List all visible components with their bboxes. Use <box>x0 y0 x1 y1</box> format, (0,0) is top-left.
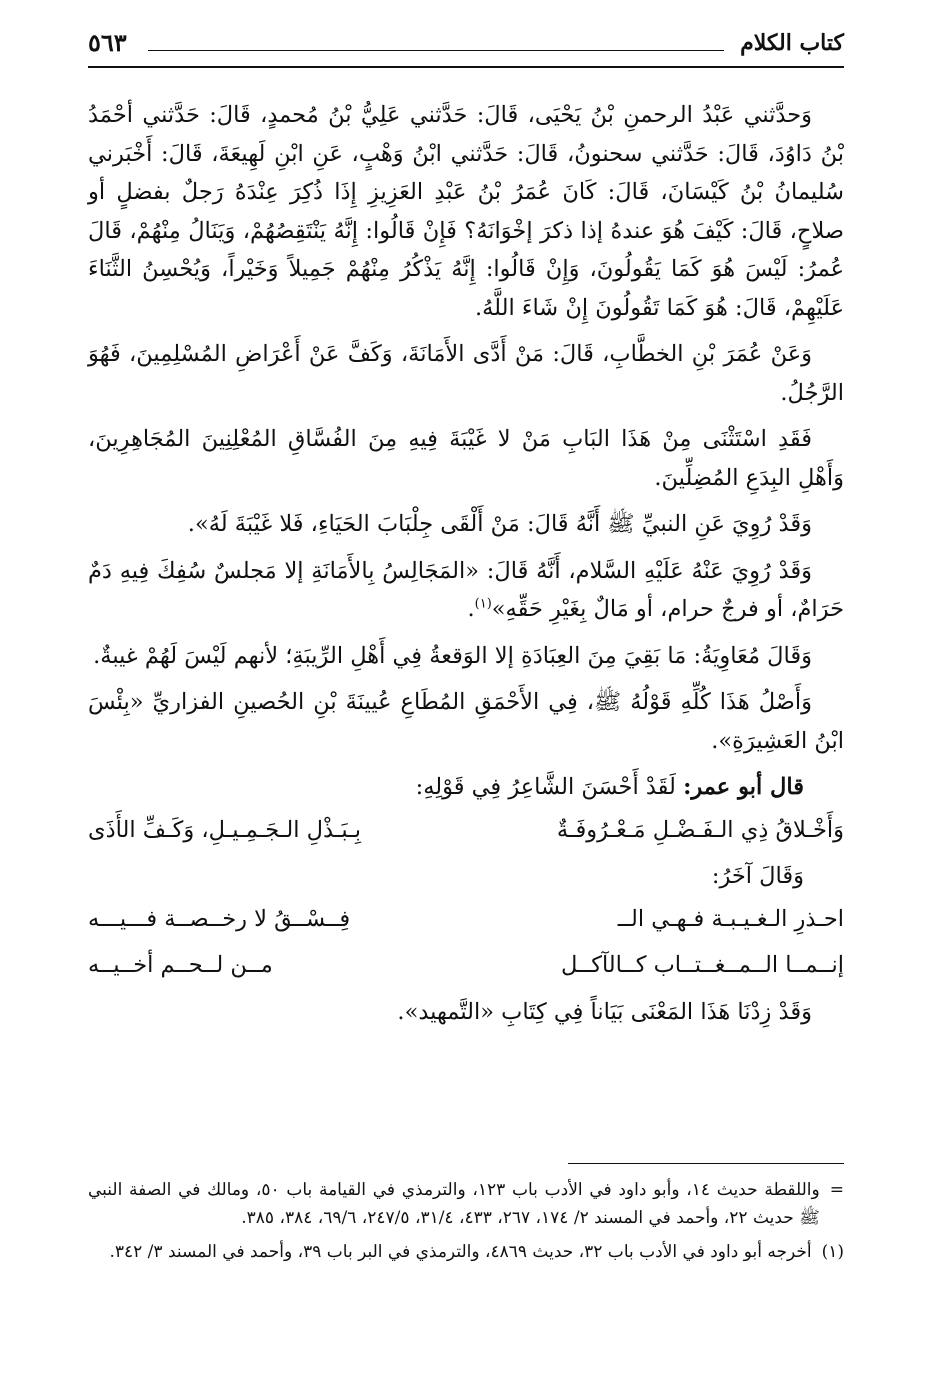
paragraph-umar <box>88 335 844 412</box>
verse-line <box>88 946 844 985</box>
paragraph-text: وَأَصْلُ هَذَا كُلِّهِ قَوْلُهُ ﷺ، فِي الأَحْمَقِ المُطَاعِ عُيينَةَ بْنِ الحُصينِ الفزاريِّ «بِئْسَ ابْنُ العَشِيرَةِ». <box>88 689 844 754</box>
footnote-text: واللقطة حديث ١٤، وأبو داود في الأدب باب ١٢٣، والترمذي في القيامة باب ٥٠، ومالك في الصفة النبي ﷺ حديث ٢٢، وأحمد في المسند ٢/ ١٧٤، ٢٦٧، ٤٣٣، ٣١/٤، ٢٤٧/٥، ٦٩/٦، ٣٨٤، ٣٨٥. <box>88 1180 820 1228</box>
page-number: ٥٦٣ <box>88 28 127 57</box>
main-text <box>88 96 844 1039</box>
verse-first-half: احـذرِ الـغـيـبـة فـهـي الــ <box>617 905 844 932</box>
paragraph-closing: وَقَدْ زِدْنَا هَذَا المَعْنَى بَيَاناً فِي كِتَابِ «التَّمهيد». <box>397 998 812 1025</box>
paragraph-text: وَحدَّثني عَبْدُ الرحمنِ بْنُ يَحْيَى، قَالَ: حَدَّثني عَلِيُّ بْنُ مُحمدٍ، قَالَ: حَدَّثني أحْمَدُ بْنُ دَاوُدَ، قَالَ: حَدَّثني سحنونُ، قَالَ: حَدَّثني ابْنُ وَهْبٍ، عَنِ ابْنِ لَهِيعَةَ، قَالَ: أَخْبَرني سُليمانُ بْنُ كَيْسَانَ، قَالَ: كَانَ عُمَرُ بْنُ عَبْدِ العَزِيزِ إِذَا ذُكِرَ عِنْدَهُ رَجلٌ بفضلٍ أو صلاحٍ، قَالَ: كَيْفَ هُوَ عندهُ إذا ذكرَ إخْوَانَهُ؟ فَإِنْ قَالُوا: إِنَّهُ يَنْتَقِصُهُمْ، وَيَنَالُ مِنْهُمْ، قَالَ عُمرُ: لَيْسَ هُوَ كَمَا يَقُولُونَ، وَإِنْ قَالُوا: إِنَّهُ يَذْكُرُ مِنْهُمْ جَمِيلاً وَخَيْراً، وَيُحْسِنُ الثَّنَاءَ عَلَيْهِمْ، قَالَ: هُوَ كَمَا تَقُولُونَ إِنْ شَاءَ اللَّهُ. <box>88 102 844 321</box>
paragraph-hadith-2 <box>88 552 844 629</box>
poem-intro <box>88 768 844 807</box>
paragraph-exception <box>88 420 844 497</box>
footnote-continuation <box>88 1176 844 1232</box>
paragraph-text: وَقَدْ رُوِيَ عَنِ النبيِّ ﷺ أَنَّهُ قَالَ: مَنْ أَلْقَى جِلْبَابَ الحَيَاءِ، فَلا غَيْبَةَ لَهُ». <box>187 511 812 537</box>
poem-intro-2: وَقَالَ آخَرُ: <box>711 863 804 889</box>
paragraph-text: وَقَدْ رُوِيَ عَنْهُ عَلَيْهِ السَّلام، أَنَّهُ قَالَ: «المَجَالِسُ بِالأَمَانَةِ إلا مَجلسٌ سُفِكَ فِيهِ دَمٌ حَرَامٌ، أو فرجٌ حرام، أو مَالٌ بِغَيْرِ حَقِّهِ» <box>88 557 844 622</box>
verse-first-half: إنــمــا الــمــغــتــاب كــالآكــل <box>561 952 844 978</box>
footnote-text: أخرجه أبو داود في الأدب باب ٣٢، حديث ٤٨٦٩، والترمذي في البر باب ٣٩، وأحمد في المسند ٣/ ٣٤٢. <box>109 1242 812 1262</box>
speaker-label: قال أبو عمر: <box>683 774 804 800</box>
footnote-reference: (١) <box>474 596 492 612</box>
verse-line <box>88 811 844 850</box>
paragraph-tail: . <box>467 596 475 622</box>
header-rule <box>88 66 844 68</box>
footnote-marker: (١) <box>821 1242 844 1262</box>
paragraph-origin <box>88 683 844 760</box>
verse-line <box>88 900 844 939</box>
paragraph-isnad <box>88 96 844 327</box>
running-title: كتاب الكلام <box>740 30 844 56</box>
verse-second-half: فِــسْــقُ لا رخــصــة فـــيـــه <box>88 905 351 932</box>
paragraph-text: وَعَنْ عُمَرَ بْنِ الخطَّابِ، قَالَ: مَنْ أَدَّى الأَمَانَةَ، وَكَفَّ عَنْ أَعْرَاضِ المُسْلِمِينَ، فَهُوَ الرَّجُلُ. <box>88 341 844 406</box>
paragraph-muawiya <box>88 637 844 676</box>
footnotes <box>88 1176 844 1272</box>
paragraph-text: وَقَالَ مُعَاوِيَةُ: مَا بَقِيَ مِنَ العِبَادَةِ إلا الوَقعةُ فِي أَهْلِ الرِّيبَةِ؛ لأنهم لَيْسَ لَهُمْ غيبةٌ. <box>93 642 812 669</box>
verse-first-half: وَأَخْـلاقُ ذِي الـفَـضْـلِ مَـعْـرُوفَـةٌ <box>556 816 844 843</box>
header-title-line <box>148 50 724 51</box>
footnote-separator <box>568 1163 844 1164</box>
paragraph-hadith-1 <box>88 505 844 544</box>
poem-intro-text: لَقَدْ أَحْسَنَ الشَّاعِرُ فِي قَوْلِهِ: <box>415 774 676 800</box>
verse-second-half: بِـبَـذْلِ الـجَـمِـيـلِ، وَكَـفِّ الأَذَى <box>88 816 361 843</box>
page-header <box>88 26 844 66</box>
paragraph-text: فَقَدِ اسْتَثْنَى مِنْ هَذَا البَابِ مَنْ لا غَيْبَةَ فِيهِ مِنَ الفُسَّاقِ المُعْلِنِينَ المُجَاهِرِينَ، وَأَهْلِ البِدَعِ المُضِلِّينَ. <box>88 426 844 491</box>
footnote-1 <box>88 1238 844 1266</box>
verse-second-half: مــن لــحــم أخــيــه <box>88 952 273 978</box>
footnote-marker: = <box>829 1180 844 1200</box>
